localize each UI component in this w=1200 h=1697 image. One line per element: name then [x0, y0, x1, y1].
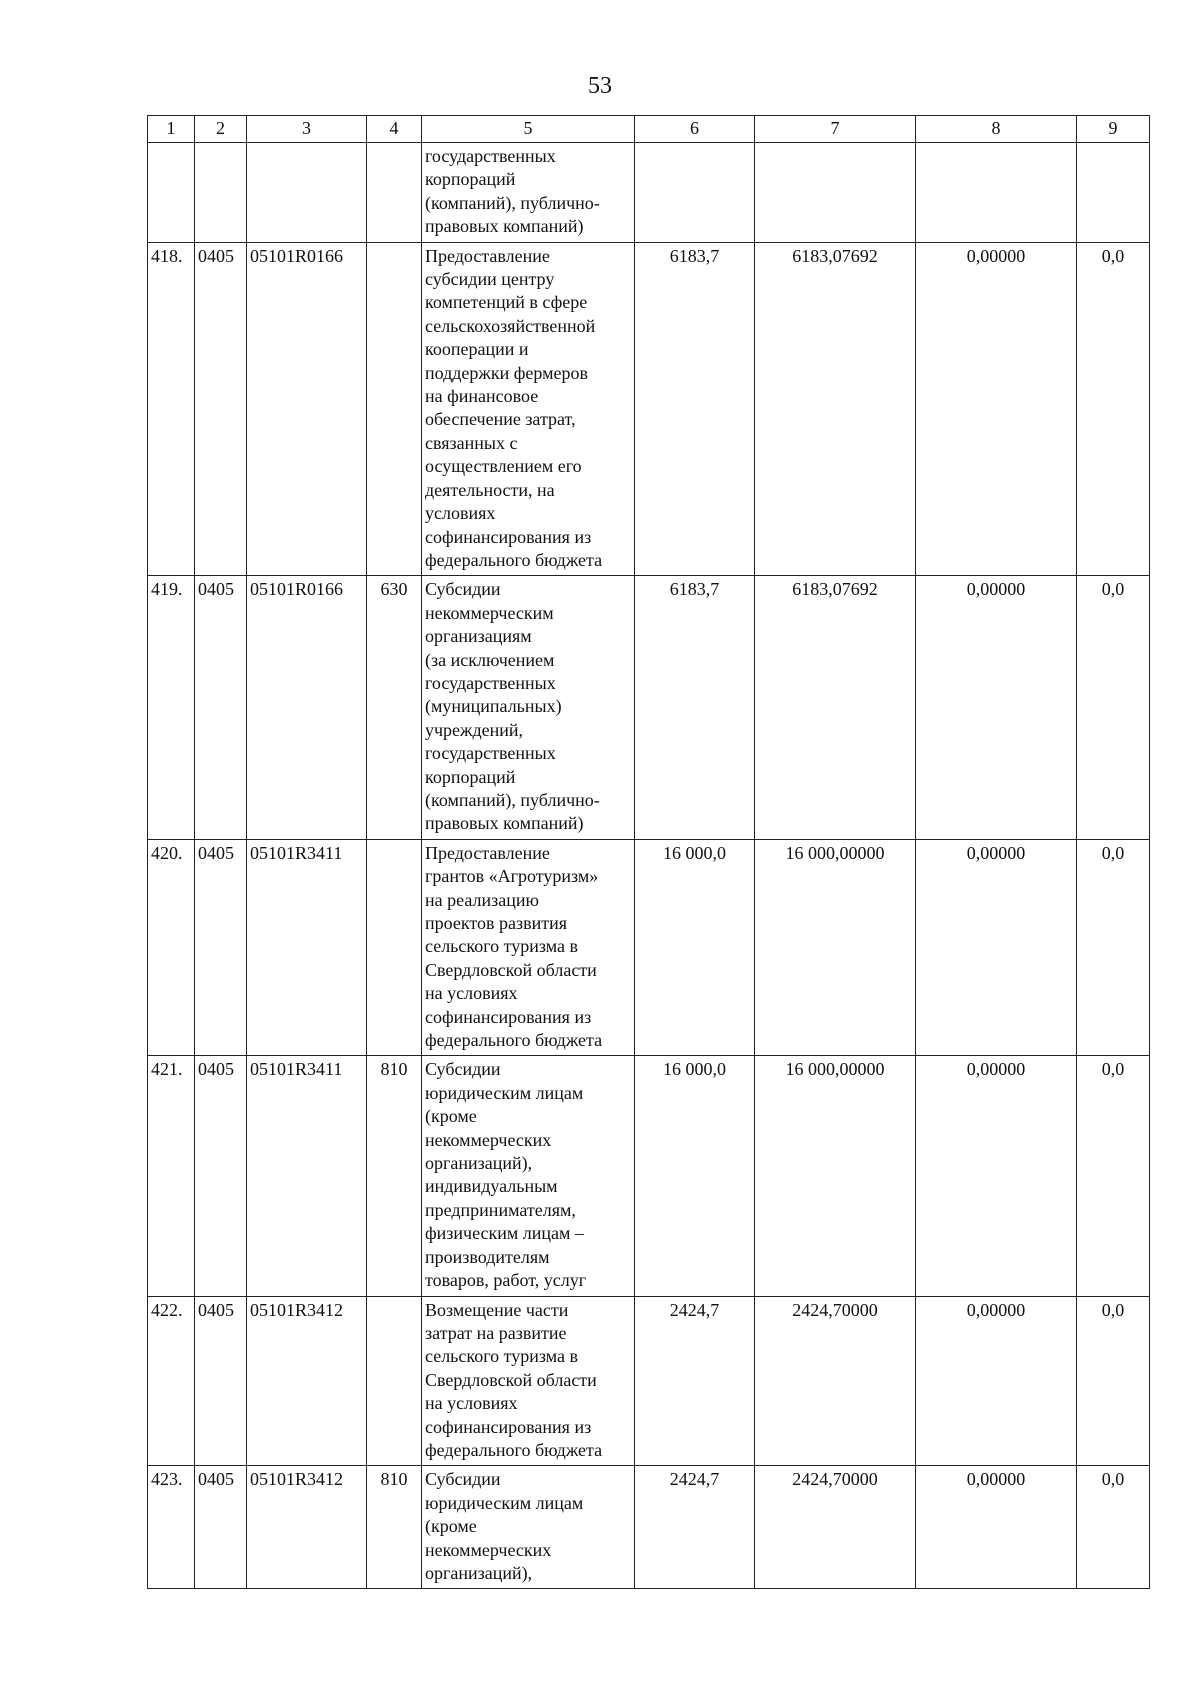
section-code: 0405 — [195, 576, 247, 839]
expense-type-code — [367, 242, 422, 576]
value-col-8: 0,00000 — [916, 1296, 1077, 1466]
item-name-line: софинансирования из — [425, 526, 592, 547]
section-code: 0405 — [195, 1056, 247, 1296]
expense-type-code — [367, 1296, 422, 1466]
item-name-line: (компаний), публично- — [425, 192, 600, 213]
value-col-7: 16 000,00000 — [755, 839, 916, 1056]
item-name-line: сельскохозяйственной — [425, 315, 596, 336]
item-name-line: Субсидии — [425, 1469, 501, 1490]
target-item-code: 05101R3411 — [247, 839, 367, 1056]
budget-table — [147, 115, 1150, 1589]
item-name — [422, 1056, 635, 1296]
value-col-6: 2424,7 — [635, 1466, 755, 1589]
table-row — [148, 1056, 1150, 1296]
item-name-line: поддержки фермеров — [425, 362, 588, 383]
table-row — [148, 576, 1150, 839]
item-name — [422, 1296, 635, 1466]
target-item-code: 05101R0166 — [247, 576, 367, 839]
column-header-2: 2 — [195, 116, 247, 143]
item-name-line: на условиях — [425, 1393, 518, 1414]
item-name-line: затрат на развитие — [425, 1322, 567, 1343]
item-name-line: (кроме — [425, 1516, 477, 1537]
value-col-9: 0,0 — [1077, 1296, 1150, 1466]
item-name-line: субсидии центру — [425, 269, 555, 290]
column-header-7: 7 — [755, 116, 916, 143]
target-item-code: 05101R3411 — [247, 1056, 367, 1296]
item-name-line: Свердловской области — [425, 1369, 597, 1390]
item-name-line: предпринимателям, — [425, 1199, 576, 1220]
item-name-line: государственных — [425, 146, 556, 166]
value-col-7: 6183,07692 — [755, 576, 916, 839]
table-row — [148, 1296, 1150, 1466]
target-item-code: 05101R3412 — [247, 1466, 367, 1589]
table-body — [148, 143, 1150, 1589]
value-col-9: 0,0 — [1077, 1466, 1150, 1589]
item-name-line: корпораций — [425, 766, 516, 787]
item-name-line: сельского туризма в — [425, 1346, 579, 1367]
item-name-line: сельского туризма в — [425, 936, 579, 957]
table-row — [148, 143, 1150, 243]
item-name-line: на реализацию — [425, 889, 539, 910]
value-col-8: 0,00000 — [916, 1466, 1077, 1589]
target-item-code — [247, 143, 367, 243]
item-name-line: кооперации и — [425, 339, 529, 360]
item-name-line: Возмещение части — [425, 1299, 569, 1320]
row-number: 423. — [148, 1466, 195, 1589]
value-col-7: 2424,70000 — [755, 1296, 916, 1466]
item-name-line: организациям — [425, 626, 532, 647]
column-header-8: 8 — [916, 116, 1077, 143]
column-header-1: 1 — [148, 116, 195, 143]
item-name-line: софинансирования из — [425, 1416, 592, 1437]
item-name-line: связанных с — [425, 432, 518, 453]
value-col-6 — [635, 143, 755, 243]
item-name-line: организаций), — [425, 1562, 533, 1583]
item-name-line: проектов развития — [425, 913, 567, 933]
expense-type-code: 810 — [367, 1466, 422, 1589]
item-name-line: Субсидии — [425, 1059, 501, 1080]
item-name-line: деятельности, на — [425, 479, 555, 500]
item-name-line: федерального бюджета — [425, 1030, 603, 1051]
column-header-4: 4 — [367, 116, 422, 143]
value-col-7: 16 000,00000 — [755, 1056, 916, 1296]
page-number: 53 — [588, 73, 612, 99]
section-code: 0405 — [195, 839, 247, 1056]
section-code — [195, 143, 247, 243]
row-number: 421. — [148, 1056, 195, 1296]
item-name — [422, 242, 635, 576]
value-col-6: 16 000,0 — [635, 1056, 755, 1296]
item-name-line: производителям — [425, 1246, 550, 1267]
item-name-line: на финансовое — [425, 386, 539, 407]
item-name-line: компетенций в сфере — [425, 292, 588, 313]
item-name-line: обеспечение затрат, — [425, 409, 576, 430]
value-col-9: 0,0 — [1077, 242, 1150, 576]
item-name-line: учреждений, — [425, 719, 524, 740]
target-item-code: 05101R0166 — [247, 242, 367, 576]
item-name-line: (за исключением — [425, 649, 555, 670]
table-row — [148, 242, 1150, 576]
expense-type-code — [367, 143, 422, 243]
value-col-8: 0,00000 — [916, 242, 1077, 576]
item-name-line: Предоставление — [425, 842, 550, 863]
value-col-6: 6183,7 — [635, 576, 755, 839]
item-name-line: некоммерческим — [425, 602, 554, 623]
item-name-line: (кроме — [425, 1106, 477, 1127]
row-number: 420. — [148, 839, 195, 1056]
column-header-5: 5 — [422, 116, 635, 143]
item-name-line: (муниципальных) — [425, 696, 562, 717]
row-number: 422. — [148, 1296, 195, 1466]
value-col-7: 6183,07692 — [755, 242, 916, 576]
item-name-line: правовых компаний) — [425, 813, 584, 834]
value-col-8: 0,00000 — [916, 839, 1077, 1056]
table-row — [148, 839, 1150, 1056]
section-code: 0405 — [195, 242, 247, 576]
item-name-line: юридическим лицам — [425, 1082, 584, 1103]
expense-type-code — [367, 839, 422, 1056]
value-col-6: 16 000,0 — [635, 839, 755, 1056]
value-col-8 — [916, 143, 1077, 243]
expense-type-code: 810 — [367, 1056, 422, 1296]
value-col-9: 0,0 — [1077, 1056, 1150, 1296]
value-col-9: 0,0 — [1077, 576, 1150, 839]
target-item-code: 05101R3412 — [247, 1296, 367, 1466]
item-name-line: правовых компаний) — [425, 216, 584, 237]
item-name-line: федерального бюджета — [425, 1439, 603, 1460]
value-col-9: 0,0 — [1077, 839, 1150, 1056]
item-name-line: государственных — [425, 743, 556, 764]
item-name-line: грантов «Агротуризм» — [425, 866, 599, 887]
value-col-6: 6183,7 — [635, 242, 755, 576]
value-col-8: 0,00000 — [916, 576, 1077, 839]
item-name-line: Свердловской области — [425, 959, 597, 980]
item-name-line: федерального бюджета — [425, 549, 603, 570]
item-name — [422, 143, 635, 243]
value-col-8: 0,00000 — [916, 1056, 1077, 1296]
item-name — [422, 576, 635, 839]
section-code: 0405 — [195, 1296, 247, 1466]
item-name-line: индивидуальным — [425, 1176, 558, 1197]
item-name-line: организаций), — [425, 1153, 533, 1174]
item-name-line: условиях — [425, 503, 496, 524]
row-number: 419. — [148, 576, 195, 839]
item-name-line: физическим лицам – — [425, 1223, 584, 1244]
item-name-line: корпораций — [425, 169, 516, 190]
item-name-line: юридическим лицам — [425, 1492, 584, 1513]
item-name-line: некоммерческих — [425, 1129, 552, 1150]
value-col-6: 2424,7 — [635, 1296, 755, 1466]
item-name-line: государственных — [425, 672, 556, 693]
expense-type-code: 630 — [367, 576, 422, 839]
table-row — [148, 1466, 1150, 1589]
column-header-9: 9 — [1077, 116, 1150, 143]
section-code: 0405 — [195, 1466, 247, 1589]
item-name — [422, 1466, 635, 1589]
item-name-line: осуществлением его — [425, 456, 582, 477]
item-name-line: софинансирования из — [425, 1006, 592, 1027]
item-name-line: Субсидии — [425, 579, 501, 600]
header-row — [148, 116, 1150, 143]
value-col-9 — [1077, 143, 1150, 243]
column-header-6: 6 — [635, 116, 755, 143]
item-name-line: Предоставление — [425, 245, 550, 266]
row-number: 418. — [148, 242, 195, 576]
row-number — [148, 143, 195, 243]
value-col-7: 2424,70000 — [755, 1466, 916, 1589]
item-name-line: некоммерческих — [425, 1539, 552, 1560]
item-name-line: товаров, работ, услуг — [425, 1270, 587, 1291]
item-name — [422, 839, 635, 1056]
value-col-7 — [755, 143, 916, 243]
item-name-line: на условиях — [425, 983, 518, 1004]
column-header-3: 3 — [247, 116, 367, 143]
item-name-line: (компаний), публично- — [425, 789, 600, 810]
